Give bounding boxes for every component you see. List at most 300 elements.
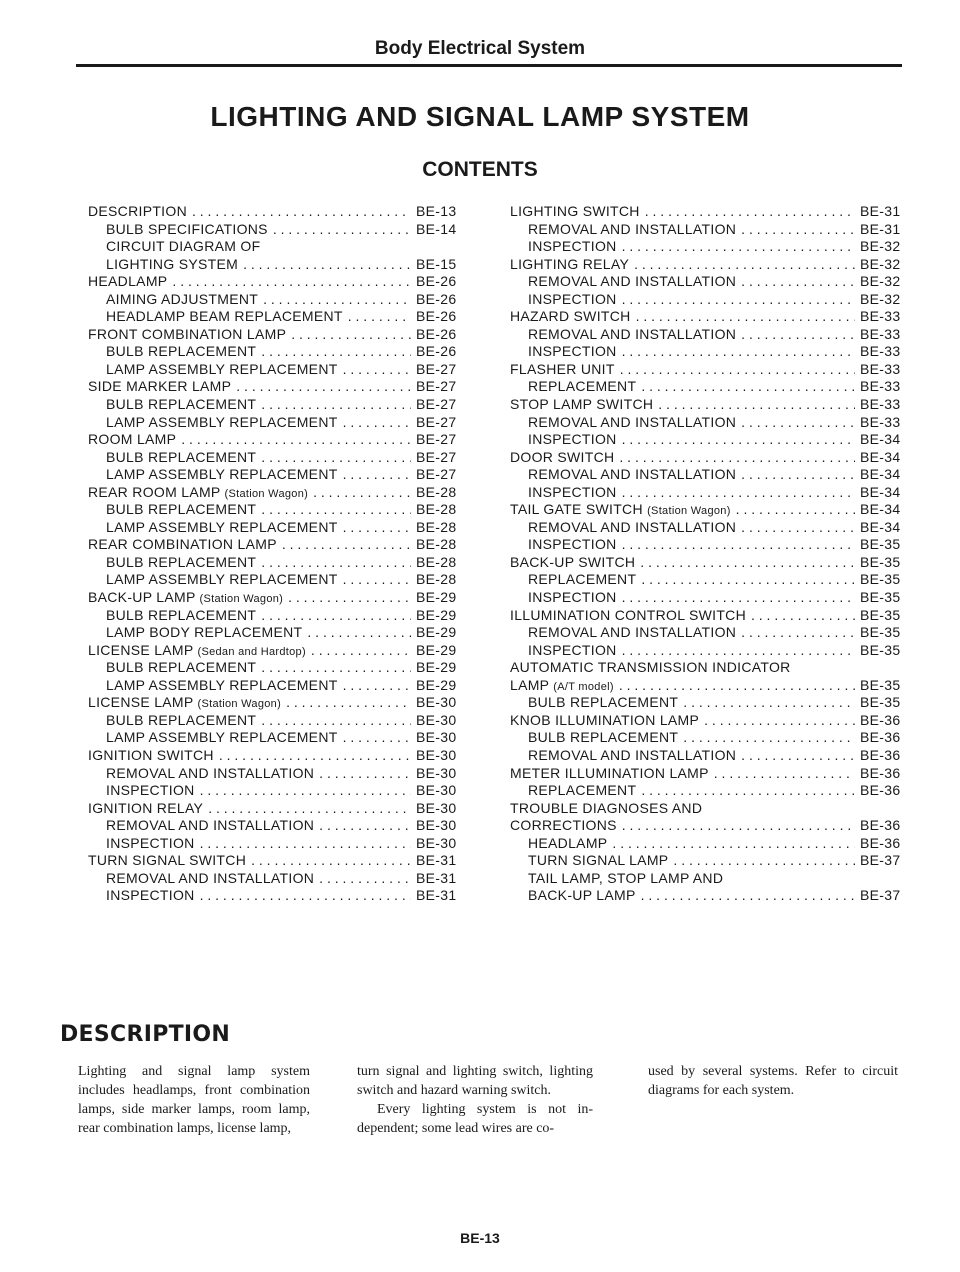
toc-page-ref: BE-36 [860, 746, 901, 763]
toc-page-ref: BE-36 [860, 834, 901, 851]
toc-entry [88, 256, 464, 274]
toc-entry [510, 765, 908, 783]
toc-entry-title [88, 273, 167, 291]
toc-page-ref: BE-29 [416, 641, 457, 658]
toc-leader-dots [200, 887, 411, 905]
toc-entry-title [106, 712, 256, 730]
toc-entry-text: FLASHER UNIT [510, 360, 615, 377]
toc-entry-text: TAIL GATE SWITCH [510, 501, 643, 518]
toc-entry [510, 466, 908, 484]
toc-entry-title [528, 466, 736, 484]
toc-entry [510, 835, 908, 853]
toc-leader-dots [634, 256, 855, 274]
toc-leader-dots [243, 256, 411, 274]
toc-entry [510, 571, 908, 589]
toc-leader-dots [741, 326, 855, 344]
toc-page-ref: BE-32 [860, 238, 901, 255]
toc-entry [88, 431, 464, 449]
toc-leader-dots [622, 343, 855, 361]
toc-entry [510, 361, 908, 379]
toc-entry [88, 607, 464, 625]
toc-leader-dots [683, 729, 855, 747]
toc-page-ref: BE-27 [416, 378, 457, 395]
toc-entry-title [528, 431, 617, 449]
toc-entry-text: CORRECTIONS [510, 817, 617, 834]
toc-entry-text: LAMP ASSEMBLY REPLACEMENT [106, 360, 338, 377]
toc-leader-dots [741, 273, 855, 291]
toc-entry-text: REMOVAL AND INSTALLATION [528, 518, 737, 535]
toc-entry [88, 624, 464, 642]
toc-entry-text: INSPECTION [528, 290, 617, 307]
toc-entry-text: TROUBLE DIAGNOSES AND [510, 799, 703, 816]
toc-leader-dots [261, 554, 411, 572]
toc-page-ref: BE-36 [860, 764, 901, 781]
toc-entry [88, 238, 464, 256]
toc-entry [88, 817, 464, 835]
toc-entry-title [88, 747, 214, 765]
toc-page-ref: BE-34 [860, 431, 901, 448]
toc-leader-dots [641, 782, 855, 800]
toc-entry-text: LIGHTING SYSTEM [106, 255, 239, 272]
toc-leader-dots [261, 712, 411, 730]
toc-leader-dots [273, 221, 411, 239]
toc-entry [510, 729, 908, 747]
toc-page-ref: BE-29 [416, 659, 457, 676]
toc-leader-dots [172, 273, 411, 291]
toc-page-ref: BE-28 [416, 553, 457, 570]
toc-entry-title [528, 378, 636, 396]
toc-entry-text: DOOR SWITCH [510, 448, 615, 465]
toc-leader-dots [208, 800, 411, 818]
toc-entry-title [106, 449, 256, 467]
toc-entry-title [106, 501, 256, 519]
toc-page-ref: BE-30 [416, 694, 457, 711]
toc-page-ref: BE-27 [416, 448, 457, 465]
toc-entry [88, 308, 464, 326]
toc-entry-text: LIGHTING SWITCH [510, 203, 640, 219]
toc-page-ref: BE-35 [860, 536, 901, 553]
toc-entry-text: LICENSE LAMP [88, 641, 194, 658]
toc-leader-dots [251, 852, 411, 870]
toc-entry-text: LAMP ASSEMBLY REPLACEMENT [106, 676, 338, 693]
toc-page-ref: BE-32 [860, 255, 901, 272]
toc-entry-text: INSPECTION [106, 887, 195, 904]
toc-entry [88, 484, 464, 502]
toc-entry-title [106, 729, 338, 747]
toc-page-ref: BE-29 [416, 624, 457, 641]
toc-page-ref: BE-26 [416, 325, 457, 342]
toc-entry [510, 484, 908, 502]
toc-leader-dots [636, 308, 855, 326]
toc-entry-text: BACK-UP SWITCH [510, 553, 636, 570]
toc-entry-title [88, 378, 231, 396]
toc-entry-title [106, 887, 195, 905]
toc-entry [510, 817, 908, 835]
toc-entry-title [88, 326, 286, 344]
toc-entry-text: LAMP [510, 676, 550, 693]
toc-entry [88, 694, 464, 712]
toc-leader-dots [622, 642, 855, 660]
toc-entry [510, 378, 908, 396]
toc-entry [510, 501, 908, 519]
toc-entry-text: REMOVAL AND INSTALLATION [528, 746, 737, 763]
toc-entry-title [106, 817, 314, 835]
toc-entry-title [106, 343, 256, 361]
toc-entry-text: LAMP ASSEMBLY REPLACEMENT [106, 518, 338, 535]
toc-entry-note: (Station Wagon) [199, 593, 284, 606]
toc-leader-dots [313, 484, 411, 502]
running-header: Body Electrical System [374, 38, 586, 59]
description-paragraph: Every lighting system is not in-dependent; some lead wires are co- [357, 1102, 593, 1136]
toc-entry-title [88, 800, 203, 818]
toc-leader-dots [200, 782, 411, 800]
toc-page-ref: BE-26 [416, 308, 457, 325]
toc-entry-title [528, 519, 736, 537]
toc-entry-text: HEADLAMP [528, 834, 608, 851]
toc-entry-title [106, 659, 256, 677]
toc-entry-text: BULB REPLACEMENT [106, 659, 257, 676]
toc-leader-dots [683, 694, 855, 712]
toc-entry-title [510, 659, 791, 677]
toc-page-ref: BE-33 [860, 325, 901, 342]
description-heading: DESCRIPTION [60, 1022, 231, 1047]
toc-leader-dots [714, 765, 855, 783]
toc-page-ref: BE-35 [860, 589, 901, 606]
toc-entry-title [106, 221, 268, 239]
toc-entry-text: REMOVAL AND INSTALLATION [528, 413, 737, 430]
toc-entry-title [106, 607, 256, 625]
toc-entry [510, 694, 908, 712]
toc-page-ref: BE-34 [860, 518, 901, 535]
toc-entry-text: INSPECTION [528, 589, 617, 606]
toc-entry-text: LAMP ASSEMBLY REPLACEMENT [106, 571, 338, 588]
toc-entry-title [106, 677, 338, 695]
toc-page-ref: BE-30 [416, 817, 457, 834]
toc-entry-title [510, 256, 629, 274]
toc-entry-title [510, 817, 617, 835]
toc-leader-dots [319, 765, 411, 783]
toc-entry [88, 449, 464, 467]
toc-entry-text: FRONT COMBINATION LAMP [88, 325, 287, 342]
toc-leader-dots [619, 449, 855, 467]
toc-entry-title [106, 624, 302, 642]
toc-entry-title [528, 343, 617, 361]
toc-leader-dots [736, 501, 855, 519]
toc-entry-text: INSPECTION [528, 238, 617, 255]
toc-page-ref: BE-29 [416, 676, 457, 693]
toc-page-ref: BE-33 [860, 396, 901, 413]
toc-entry-title [88, 203, 187, 221]
toc-entry-text: STOP LAMP SWITCH [510, 396, 654, 413]
toc-entry [510, 887, 908, 905]
toc-entry-text: ILLUMINATION CONTROL SWITCH [510, 606, 746, 623]
toc-page-ref: BE-35 [860, 624, 901, 641]
toc-leader-dots [640, 554, 855, 572]
toc-page-ref: BE-31 [860, 220, 901, 237]
toc-leader-dots [261, 343, 411, 361]
toc-entry [88, 554, 464, 572]
toc-page-ref: BE-30 [416, 746, 457, 763]
toc-page-ref: BE-36 [860, 729, 901, 746]
toc-entry [510, 800, 908, 818]
toc-leader-dots [612, 835, 855, 853]
toc-entry [510, 273, 908, 291]
toc-leader-dots [263, 291, 411, 309]
toc-leader-dots [343, 361, 411, 379]
toc-page-ref: BE-13 [416, 203, 457, 219]
toc-leader-dots [622, 589, 855, 607]
toc-entry-text: REMOVAL AND INSTALLATION [528, 466, 737, 483]
toc-page-ref: BE-28 [416, 518, 457, 535]
toc-entry-text: BULB REPLACEMENT [528, 729, 679, 746]
toc-entry-title [510, 203, 640, 221]
toc-page-ref: BE-33 [860, 360, 901, 377]
toc-page-ref: BE-31 [860, 203, 901, 219]
toc-entry-title [528, 852, 668, 870]
toc-entry-text: HAZARD SWITCH [510, 308, 631, 325]
toc-leader-dots [343, 571, 411, 589]
toc-entry-text: INSPECTION [528, 343, 617, 360]
toc-entry-title [510, 308, 631, 326]
toc-leader-dots [622, 817, 855, 835]
toc-entry-text: BULB REPLACEMENT [106, 343, 257, 360]
toc-entry-text: BACK-UP LAMP [88, 589, 196, 606]
toc-leader-dots [641, 887, 855, 905]
description-paragraph: used by several systems. Refer to circuit diagrams for each system. [648, 1064, 898, 1098]
toc-entry [510, 536, 908, 554]
toc-entry [88, 887, 464, 905]
toc-entry [88, 326, 464, 344]
toc-entry [510, 396, 908, 414]
toc-entry [510, 431, 908, 449]
toc-page-ref: BE-27 [416, 413, 457, 430]
toc-entry-title [528, 589, 617, 607]
toc-entry-text: BULB REPLACEMENT [106, 396, 257, 413]
toc-leader-dots [261, 659, 411, 677]
toc-entry-note: (Station Wagon) [647, 505, 731, 518]
toc-entry-title [106, 414, 338, 432]
toc-page-ref: BE-35 [860, 694, 901, 711]
toc-page-ref: BE-28 [416, 536, 457, 553]
toc-leader-dots [741, 414, 855, 432]
toc-page-ref: BE-32 [860, 290, 901, 307]
toc-entry-title [106, 238, 260, 256]
toc-page-ref: BE-30 [416, 764, 457, 781]
toc-entry [88, 835, 464, 853]
toc-entry-title [510, 800, 702, 818]
toc-page-ref: BE-35 [860, 641, 901, 658]
toc-entry [88, 677, 464, 695]
toc-entry [88, 466, 464, 484]
toc-leader-dots [288, 589, 411, 607]
toc-entry-title [528, 624, 736, 642]
toc-entry-text: SIDE MARKER LAMP [88, 378, 232, 395]
toc-entry-title [528, 221, 736, 239]
toc-leader-dots [751, 607, 855, 625]
toc-entry [510, 343, 908, 361]
toc-leader-dots [236, 378, 411, 396]
toc-entry-text: TURN SIGNAL LAMP [528, 852, 669, 869]
page-number: BE-13 [460, 1230, 500, 1246]
toc-entry-text: DESCRIPTION [88, 203, 187, 219]
toc-page-ref: BE-34 [860, 483, 901, 500]
toc-page-ref: BE-33 [860, 378, 901, 395]
toc-entry-title [528, 782, 636, 800]
toc-entry [88, 291, 464, 309]
toc-entry-title [106, 554, 256, 572]
toc-entry-text: LAMP ASSEMBLY REPLACEMENT [106, 729, 338, 746]
toc-entry-text: REAR COMBINATION LAMP [88, 536, 277, 553]
toc-entry-text: REPLACEMENT [528, 571, 637, 588]
toc-page-ref: BE-28 [416, 501, 457, 518]
description-column-2 [357, 1062, 593, 1138]
toc-page-ref: BE-30 [416, 711, 457, 728]
toc-entry [510, 677, 908, 695]
toc-entry-title [510, 449, 614, 467]
toc-entry-text: REMOVAL AND INSTALLATION [106, 869, 315, 886]
toc-entry [88, 782, 464, 800]
toc-entry [88, 765, 464, 783]
toc-entry-title [528, 571, 636, 589]
toc-leader-dots [641, 378, 855, 396]
toc-page-ref: BE-30 [416, 782, 457, 799]
toc-entry [88, 343, 464, 361]
toc-entry-text: TAIL LAMP, STOP LAMP AND [528, 869, 724, 886]
toc-page-ref: BE-27 [416, 360, 457, 377]
toc-entry-title [510, 554, 635, 572]
toc-entry [510, 607, 908, 625]
toc-entry-note: (A/T model) [553, 680, 614, 693]
toc-entry-text: INSPECTION [528, 431, 617, 448]
toc-entry-title [88, 536, 277, 554]
toc-entry-title [106, 835, 195, 853]
toc-entry-title [510, 712, 699, 730]
toc-leader-dots [741, 747, 855, 765]
toc-leader-dots [622, 536, 855, 554]
toc-entry-text: IGNITION RELAY [88, 799, 204, 816]
toc-page-ref: BE-37 [860, 887, 901, 904]
toc-entry-title [106, 870, 314, 888]
toc-entry-text: BULB REPLACEMENT [106, 501, 257, 518]
toc-page-ref: BE-30 [416, 729, 457, 746]
toc-leader-dots [291, 326, 411, 344]
toc-page-ref: BE-31 [416, 887, 457, 904]
header-rule [76, 64, 902, 67]
toc-entry-title [528, 642, 617, 660]
toc-page-ref: BE-26 [416, 343, 457, 360]
toc-entry-text: INSPECTION [528, 641, 617, 658]
toc-entry [88, 361, 464, 379]
toc-page-ref: BE-35 [860, 676, 901, 693]
toc-entry-title [510, 396, 653, 414]
toc-entry [510, 221, 908, 239]
toc-page-ref: BE-34 [860, 448, 901, 465]
toc-entry-text: AIMING ADJUSTMENT [106, 290, 259, 307]
toc-entry [510, 747, 908, 765]
description-paragraph: turn signal and lighting switch, lighting switch and hazard warning switch. [357, 1064, 593, 1098]
toc-entry [88, 396, 464, 414]
toc-entry-title [106, 571, 338, 589]
toc-entry-title [510, 765, 709, 783]
toc-entry-title [106, 466, 338, 484]
toc-entry-note: (Sedan and Hardtop) [197, 645, 306, 658]
toc-entry-title [528, 536, 617, 554]
toc-entry [88, 729, 464, 747]
toc-entry-text: REAR ROOM LAMP [88, 483, 221, 500]
page-title: LIGHTING AND SIGNAL LAMP SYSTEM [210, 101, 750, 132]
toc-entry [88, 414, 464, 432]
toc-leader-dots [282, 536, 411, 554]
toc-entry-title [528, 887, 636, 905]
toc-entry-title [106, 782, 195, 800]
toc-entry [88, 747, 464, 765]
toc-entry [510, 326, 908, 344]
toc-leader-dots [658, 396, 855, 414]
toc-entry [510, 712, 908, 730]
toc-leader-dots [348, 308, 411, 326]
toc-entry [88, 800, 464, 818]
toc-left-column [88, 203, 464, 905]
toc-page-ref: BE-14 [416, 220, 457, 237]
toc-leader-dots [319, 870, 411, 888]
toc-entry-title [528, 291, 617, 309]
toc-leader-dots [286, 694, 411, 712]
toc-page-ref: BE-36 [860, 711, 901, 728]
toc-page-ref: BE-33 [860, 308, 901, 325]
toc-leader-dots [622, 484, 855, 502]
toc-entry-note: (Station Wagon) [224, 487, 309, 500]
toc-right-column [510, 203, 908, 905]
toc-entry-text: LAMP BODY REPLACEMENT [106, 624, 303, 641]
toc-entry-title [106, 765, 314, 783]
toc-page-ref: BE-26 [416, 290, 457, 307]
toc-page-ref: BE-30 [416, 799, 457, 816]
toc-page-ref: BE-35 [860, 553, 901, 570]
toc-entry-text: INSPECTION [528, 483, 617, 500]
toc-entry-title [106, 519, 338, 537]
toc-entry-text: BACK-UP LAMP [528, 887, 636, 904]
toc-leader-dots [619, 677, 855, 695]
toc-leader-dots [673, 852, 855, 870]
toc-leader-dots [261, 449, 411, 467]
toc-leader-dots [219, 747, 411, 765]
toc-entry-title [528, 729, 678, 747]
toc-entry-text: IGNITION SWITCH [88, 746, 214, 763]
toc-entry-text: LIGHTING RELAY [510, 255, 630, 272]
toc-entry [88, 852, 464, 870]
toc-entry-title [528, 747, 736, 765]
toc-page-ref: BE-29 [416, 589, 457, 606]
toc-entry [88, 536, 464, 554]
toc-entry [88, 519, 464, 537]
toc-leader-dots [343, 466, 411, 484]
toc-page-ref: BE-35 [860, 571, 901, 588]
toc-entry-title [528, 484, 617, 502]
toc-leader-dots [307, 624, 411, 642]
toc-entry [510, 870, 908, 888]
description-column-3 [648, 1062, 898, 1100]
toc-entry-title [528, 414, 736, 432]
toc-page-ref: BE-36 [860, 782, 901, 799]
toc-entry [88, 378, 464, 396]
toc-leader-dots [704, 712, 855, 730]
toc-leader-dots [641, 571, 855, 589]
toc-page-ref: BE-27 [416, 396, 457, 413]
toc-leader-dots [192, 203, 411, 221]
toc-entry [510, 449, 908, 467]
toc-entry-text: CIRCUIT DIAGRAM OF [106, 238, 261, 255]
toc-page-ref: BE-35 [860, 606, 901, 623]
